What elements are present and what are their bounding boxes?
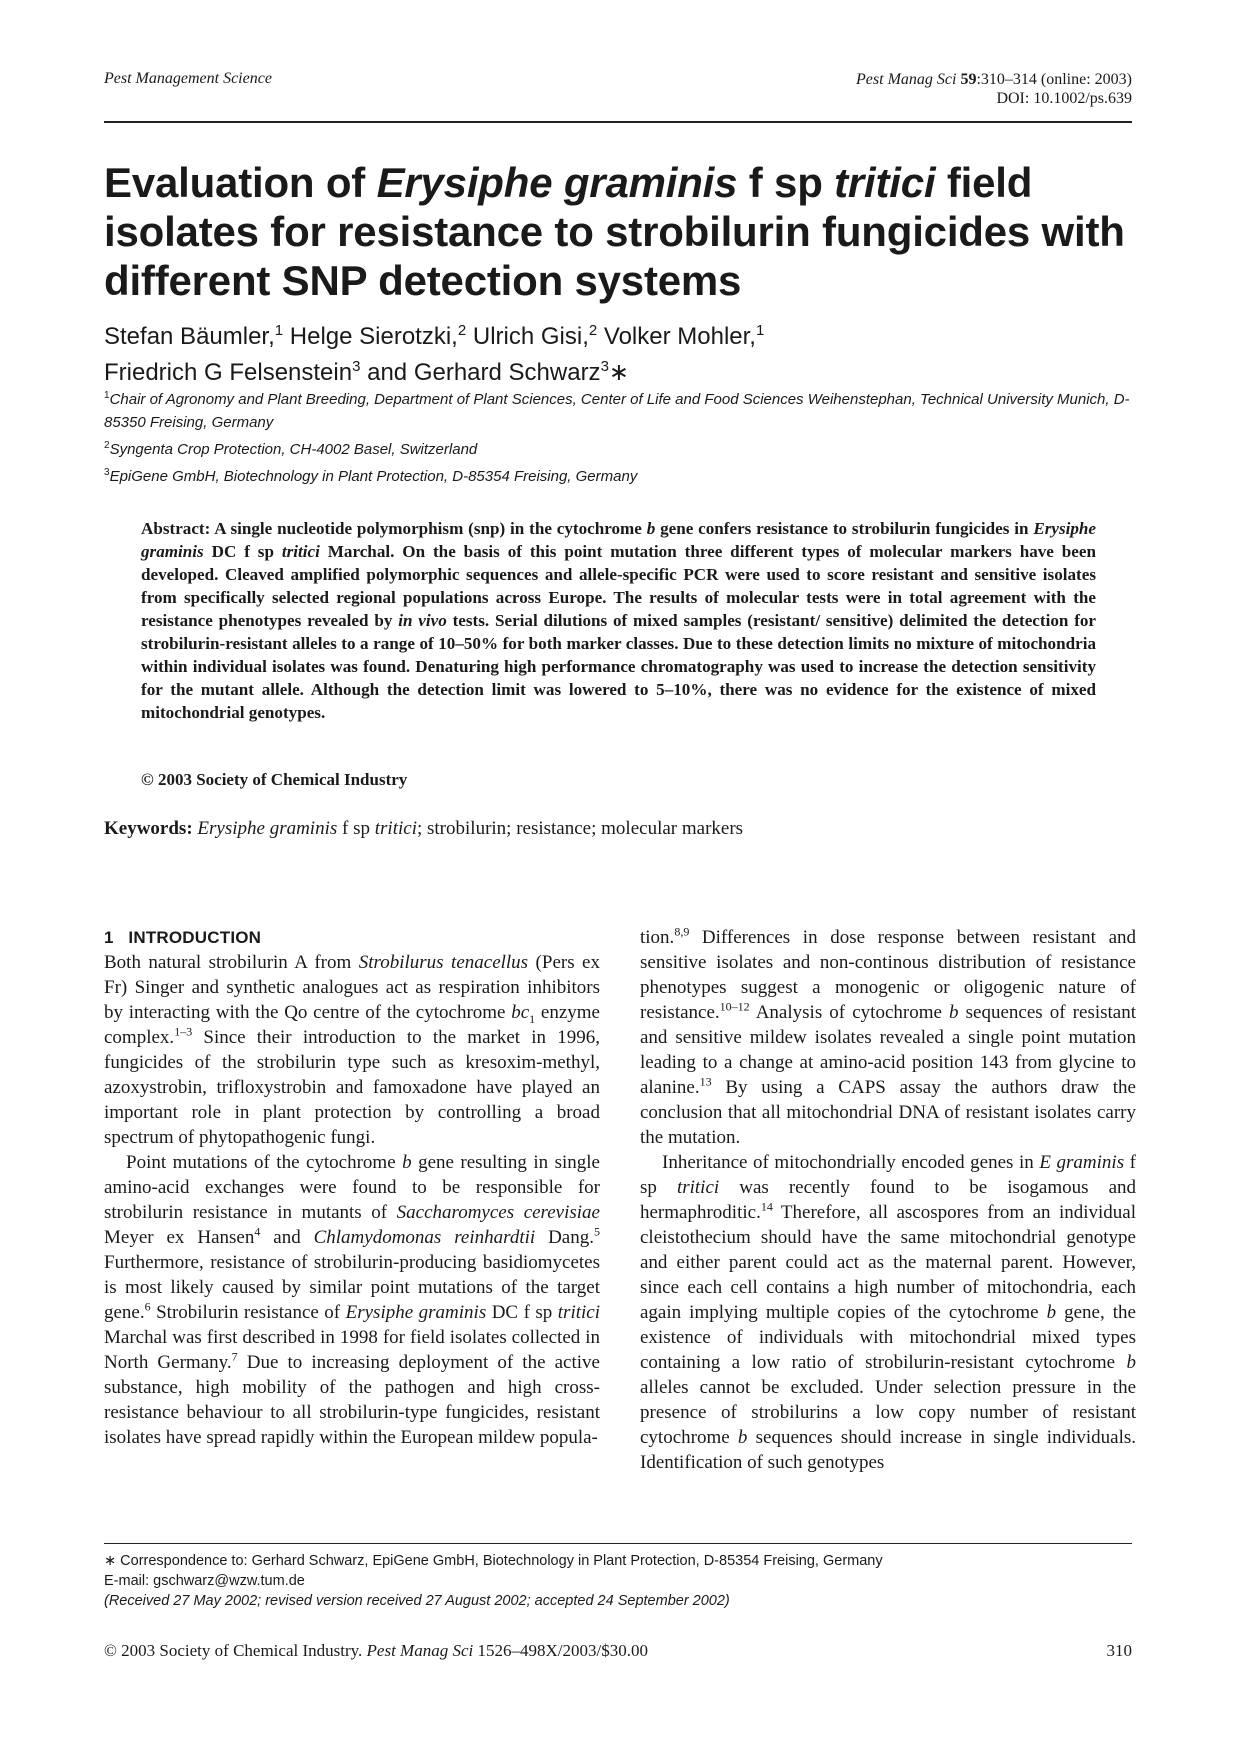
affiliation-3 xyxy=(104,461,1134,488)
author-5-affil: 3 xyxy=(352,358,361,375)
footer-issn: 1526–498X/2003/$30.00 xyxy=(473,1641,648,1660)
italic: tritici xyxy=(676,1177,720,1198)
received-dates: (Received 27 May 2002; revised version received 27 August 2002; accepted 24 September 2002) xyxy=(104,1593,730,1609)
citation-ref: 7 xyxy=(231,1349,238,1364)
title-text-2: f sp xyxy=(737,159,835,206)
citation-ref: 13 xyxy=(699,1074,712,1089)
text: enzyme complex. xyxy=(104,1002,600,1048)
italic: b xyxy=(949,1002,959,1023)
affiliations xyxy=(104,384,1134,488)
text: Since their introduction to the market in 1996, fungicides of the strobilurin type such as kresoxim-methyl, azoxystrobin, trifloxystrobin and famoxadone have played an important role in plant protection by controlling a broad spectrum of phytopathogenic fungi. xyxy=(104,1027,600,1148)
citation-ref: 10–12 xyxy=(719,999,750,1014)
text: DC f sp xyxy=(486,1302,558,1323)
text: f sp xyxy=(640,1152,1136,1198)
author-3-affil: 2 xyxy=(588,322,598,339)
abstract-italic: b xyxy=(646,519,656,538)
paragraph xyxy=(104,950,600,1150)
text: Differences in dose response between resistant and sensitive isolates and non-continous distribution of resistance phenotypes suggest a monogenic or oligogenic nature of resistance. xyxy=(640,927,1136,1023)
text: Both natural strobilurin A from xyxy=(104,952,359,973)
italic: Erysiphe graminis xyxy=(345,1302,487,1323)
text: and xyxy=(260,1227,314,1248)
keyword-text: ; strobilurin; resistance; molecular markers xyxy=(416,818,744,839)
author-1-affil: 1 xyxy=(274,322,284,339)
abstract-italic: tritici xyxy=(281,542,320,561)
italic: b xyxy=(1046,1302,1057,1323)
text: By using a CAPS assay the authors draw the conclusion that all mitochondrial DNA of resistant isolates carry the mutation. xyxy=(640,1077,1136,1148)
header-rule xyxy=(104,121,1132,123)
email-note: E-mail: gschwarz@wzw.tum.de xyxy=(104,1573,305,1589)
text: Dang. xyxy=(535,1227,594,1248)
correspondence-note: ∗ Correspondence to: Gerhard Schwarz, EpiGene GmbH, Biotechnology in Plant Protection, D-85354 Freising, Germany xyxy=(104,1553,883,1569)
italic: Strobilurus tenacellus xyxy=(358,952,529,973)
text: Due to increasing deployment of the active substance, high mobility of the pathogen and high cross-resistance behaviour to all strobilurin-type fungicides, resistant isolates have spread rapidly within the European mildew popula- xyxy=(104,1352,600,1448)
paragraph xyxy=(640,925,1136,1150)
italic: b xyxy=(402,1152,412,1173)
citation-ref: 8,9 xyxy=(674,924,690,939)
running-head xyxy=(104,70,1132,126)
abstract-copyright: © 2003 Society of Chemical Industry xyxy=(141,770,408,789)
body-column-right xyxy=(640,925,1136,1475)
title-text-1: Evaluation of xyxy=(104,159,377,206)
italic: tritici xyxy=(557,1302,600,1323)
journal-name: Pest Management Science xyxy=(104,70,272,87)
paragraph xyxy=(640,1150,1136,1475)
citation-pages: :310–314 (online: 2003) xyxy=(976,71,1132,88)
text: sequences of resistant and sensitive mildew isolates revealed a single point mutation leading to a change at amino-acid position 143 from glycine to alanine. xyxy=(640,1002,1136,1098)
author-5: Friedrich G Felsenstein xyxy=(104,359,353,386)
affiliation-1-number: 1 xyxy=(104,390,110,401)
citation-ref: 4 xyxy=(254,1224,261,1239)
affiliation-1 xyxy=(104,384,1134,434)
keywords-label: Keywords: xyxy=(104,818,193,839)
author-2: Helge Sierotzki, xyxy=(283,323,458,350)
citation-block xyxy=(856,70,1132,108)
citation-ref: 5 xyxy=(594,1224,600,1239)
text: Strobilurin resistance of xyxy=(150,1302,346,1323)
abstract-text: tests. Serial dilutions of mixed samples (resistant/ sensitive) delimited the detection for strobilurin-resistant alleles to a range of 10–50% for both marker classes. Due to these detection limits no mixture of mitochondria within individual isolates was found. Denaturing high performance chromatography was used to increase the detection sensitivity for the mutant allele. Although the detection limit was lowered to 5–10%, there was no evidence for the existence of mixed mitochondrial genotypes. xyxy=(141,611,1097,722)
footnote-rule xyxy=(104,1543,1132,1544)
keywords xyxy=(104,818,1134,840)
paragraph xyxy=(104,1150,600,1450)
footnotes xyxy=(104,1551,1134,1611)
italic: b xyxy=(737,1427,748,1448)
text: Point mutations of the cytochrome xyxy=(126,1152,403,1173)
italic: bc xyxy=(511,1002,530,1023)
affiliation-1-text: Chair of Agronomy and Plant Breeding, Department of Plant Sciences, Center of Life and Food Sciences Weihenstephan, Technical University Munich, D-85350 Freising, Germany xyxy=(104,391,1130,431)
abstract-text: DC f sp xyxy=(203,542,282,561)
text: tion. xyxy=(640,927,675,948)
section-heading: 1 INTRODUCTION xyxy=(104,928,262,947)
author-6: and Gerhard Schwarz xyxy=(360,359,601,386)
abstract-italic: Erysiphe graminis xyxy=(141,519,1096,561)
title-forma: tritici xyxy=(834,159,936,206)
abstract-text: Marchal. On the basis of this point mutation three different types of molecular markers have been developed. Cleaved amplified polymorphic sequences and allele-specific PCR were used to score resistant and sensitive isolates from specifically selected regional populations across Europe. The results of molecular tests were in total agreement with the resistance phenotypes revealed by xyxy=(141,542,1096,630)
citation-line xyxy=(856,70,1132,89)
body-column-left xyxy=(104,925,600,1450)
footer-journal: Pest Manag Sci xyxy=(366,1641,474,1660)
subscript: 1 xyxy=(529,1011,536,1026)
text: Therefore, all ascospores from an individual cleistothecium should have the same mitochondrial genotype and either parent could act as the maternal parent. However, since each cell contains a high number of mitochondria, each again implying multiple copies of the cytochrome xyxy=(640,1202,1136,1323)
text: gene resulting in single amino-acid exchanges were found to be responsible for strobilurin resistance in mutants of xyxy=(104,1152,600,1223)
title-text-3: field isolates for resistance to strobilurin fungicides with different SNP detection systems xyxy=(104,159,1125,304)
text: Marchal was first described in 1998 for field isolates collected in North Germany. xyxy=(104,1327,600,1373)
page-number: 310 xyxy=(1106,1641,1132,1660)
author-1: Stefan Bäumler, xyxy=(104,323,275,350)
abstract-italic: in vivo xyxy=(398,611,447,630)
title-species: Erysiphe graminis xyxy=(376,159,738,206)
italic: b xyxy=(1126,1352,1136,1373)
citation-ref: 1–3 xyxy=(174,1024,193,1039)
italic: Chlamydomonas reinhardtii xyxy=(313,1227,536,1248)
author-2-affil: 2 xyxy=(457,322,467,339)
text: alleles cannot be excluded. Under selection pressure in the presence of strobilurins a low copy number of resistant cytochrome xyxy=(640,1377,1136,1448)
abstract-label: Abstract: xyxy=(141,519,211,538)
received-note xyxy=(104,1591,1134,1611)
keyword-text: f sp xyxy=(337,818,375,839)
footer-copyright: © 2003 Society of Chemical Industry. xyxy=(104,1641,367,1660)
italic: Saccharomyces cerevisiae xyxy=(396,1202,600,1223)
citation-journal: Pest Manag Sci xyxy=(856,71,957,88)
keyword-species: Erysiphe graminis xyxy=(197,818,338,839)
author-3: Ulrich Gisi, xyxy=(466,323,589,350)
correspondence-mark: ∗ xyxy=(608,359,630,386)
italic: E graminis xyxy=(1039,1152,1125,1173)
citation-ref: 6 xyxy=(144,1299,151,1314)
abstract-text: A single nucleotide polymorphism (snp) in the cytochrome xyxy=(210,519,647,538)
citation-volume: 59 xyxy=(960,71,977,88)
text: Meyer ex Hansen xyxy=(104,1227,255,1248)
abstract xyxy=(141,517,1096,724)
author-6-affil: 3 xyxy=(600,358,609,375)
text: Analysis of cytochrome xyxy=(749,1002,950,1023)
keyword-forma: tritici xyxy=(374,818,417,839)
doi: DOI: 10.1002/ps.639 xyxy=(996,90,1132,107)
text: (Pers ex Fr) Singer and synthetic analogues act as respiration inhibitors by interacting with the Qo centre of the cytochrome xyxy=(104,952,600,1023)
text: Inheritance of mitochondrially encoded genes in xyxy=(662,1152,1040,1173)
affiliation-2-text: Syngenta Crop Protection, CH-4002 Basel, Switzerland xyxy=(109,441,478,458)
citation-ref: 14 xyxy=(760,1199,773,1214)
author-list xyxy=(104,316,1144,388)
text: Furthermore, resistance of strobilurin-producing basidiomycetes is most likely caused by similar point mutations of the target gene. xyxy=(104,1252,600,1323)
author-4: Volker Mohler, xyxy=(597,323,756,350)
text: gene, the existence of individuals with mitochondrial mixed types containing a low ratio of strobilurin-resistant cytochrome xyxy=(640,1302,1136,1373)
page-footer xyxy=(104,1641,1132,1661)
affiliation-3-text: EpiGene GmbH, Biotechnology in Plant Protection, D-85354 Freising, Germany xyxy=(109,468,638,485)
affiliation-2-number: 2 xyxy=(104,440,110,451)
article-title xyxy=(104,158,1144,305)
text: was recently found to be isogamous and hermaphroditic. xyxy=(640,1177,1136,1223)
affiliation-3-number: 3 xyxy=(104,467,110,478)
abstract-text: gene confers resistance to strobilurin fungicides in xyxy=(655,519,1034,538)
author-4-affil: 1 xyxy=(755,322,765,339)
affiliation-2 xyxy=(104,434,1134,461)
text: sequences should increase in single individuals. Identification of such genotypes xyxy=(640,1427,1136,1473)
